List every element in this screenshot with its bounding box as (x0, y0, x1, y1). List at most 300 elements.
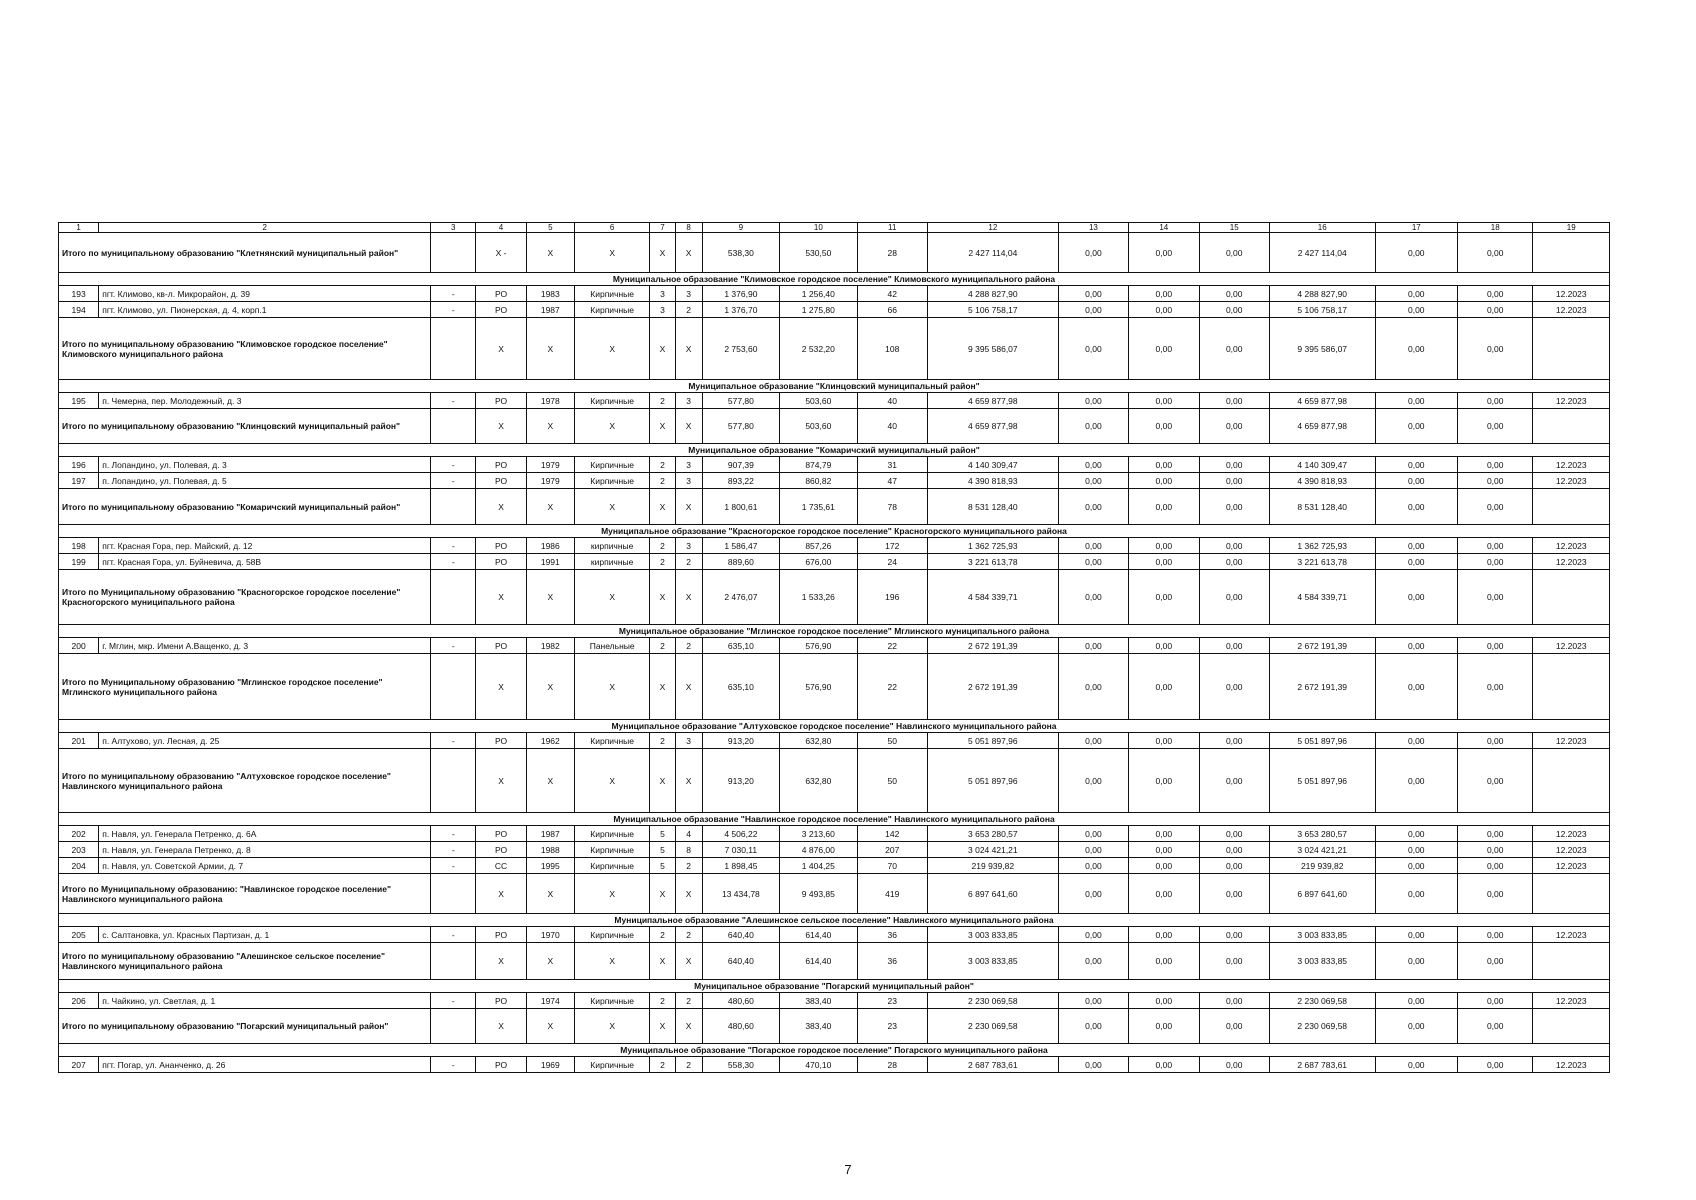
table-cell: 3 653 280,57 (1269, 826, 1375, 842)
column-number-cell: 1 (59, 223, 99, 233)
table-cell: 200 (59, 638, 99, 654)
table-cell (431, 489, 476, 525)
table-cell: 0,00 (1058, 638, 1128, 654)
table-cell: 470,10 (780, 1057, 857, 1073)
table-cell: X (675, 318, 702, 380)
subtotal-label: Итого по муниципальному образованию "Алешинское сельское поселение" Навлинского муниципального района (59, 943, 431, 980)
address-cell: пгт. Климово, ул. Пионерская, д. 4, корп.1 (99, 302, 431, 318)
table-cell: 2 672 191,39 (1269, 654, 1375, 720)
table-row (59, 858, 1610, 874)
table-cell: 0,00 (1458, 570, 1533, 625)
address-cell: пгт. Погар, ул. Ананченко, д. 26 (99, 1057, 431, 1073)
table-cell: X (650, 749, 675, 813)
section-heading-row (59, 273, 1610, 286)
table-cell: 913,20 (702, 733, 779, 749)
table-cell: X (476, 409, 526, 444)
subtotal-label: Итого по муниципальному образованию "Погарский муниципальный район" (59, 1009, 431, 1044)
column-number-cell: 4 (476, 223, 526, 233)
table-cell: 1 362 725,93 (927, 538, 1058, 554)
table-cell (1533, 409, 1610, 444)
table-cell (431, 233, 476, 273)
table-cell: 0,00 (1375, 638, 1457, 654)
table-cell: 2 (650, 733, 675, 749)
table-cell: 2 (650, 993, 675, 1009)
table-cell: Кирпичные (574, 286, 649, 302)
subtotal-label: Итого по муниципальному образованию "Клинцовский муниципальный район" (59, 409, 431, 444)
table-cell: 0,00 (1129, 489, 1199, 525)
table-cell: 9 493,85 (780, 874, 857, 914)
table-cell: 0,00 (1375, 1057, 1457, 1073)
table-cell: 12.2023 (1533, 1057, 1610, 1073)
table-cell: 0,00 (1375, 874, 1457, 914)
table-cell: 0,00 (1458, 943, 1533, 980)
table-cell: 12.2023 (1533, 826, 1610, 842)
table-cell (1533, 943, 1610, 980)
table-cell: 0,00 (1058, 233, 1128, 273)
subtotal-label: Итого по муниципальному образованию "Комаричский муниципальный район" (59, 489, 431, 525)
section-heading: Муниципальное образование "Комаричский муниципальный район" (59, 444, 1610, 457)
table-cell: 0,00 (1058, 473, 1128, 489)
table-cell: 480,60 (702, 993, 779, 1009)
table-cell: 2 (650, 538, 675, 554)
table-cell: 2 427 114,04 (927, 233, 1058, 273)
table-cell: 5 051 897,96 (927, 749, 1058, 813)
table-row (59, 733, 1610, 749)
table-cell: 2 672 191,39 (927, 654, 1058, 720)
table-cell: 0,00 (1058, 733, 1128, 749)
section-heading: Муниципальное образование "Климовское городское поселение" Климовского муниципального района (59, 273, 1610, 286)
table-cell: 23 (857, 993, 927, 1009)
table-row (59, 286, 1610, 302)
section-heading-row (59, 444, 1610, 457)
table-cell: 3 (675, 473, 702, 489)
table-cell: X (650, 943, 675, 980)
table-cell: 1 376,70 (702, 302, 779, 318)
table-cell: 913,20 (702, 749, 779, 813)
table-cell: 142 (857, 826, 927, 842)
table-cell: 0,00 (1058, 318, 1128, 380)
table-cell: 0,00 (1129, 858, 1199, 874)
table-cell: 1 800,61 (702, 489, 779, 525)
table-cell: 2 (675, 927, 702, 943)
table-cell: Кирпичные (574, 858, 649, 874)
table-cell: 12.2023 (1533, 286, 1610, 302)
table-cell (431, 409, 476, 444)
table-cell: РО (476, 473, 526, 489)
column-number-cell: 18 (1458, 223, 1533, 233)
table-cell: 0,00 (1375, 538, 1457, 554)
table-cell: 12.2023 (1533, 858, 1610, 874)
table-cell: 0,00 (1458, 489, 1533, 525)
table-cell: X (574, 233, 649, 273)
table-row (59, 993, 1610, 1009)
subtotal-label: Итого по муниципальному образованию "Климовское городское поселение" Климовского муниципального района (59, 318, 431, 380)
table-cell: 0,00 (1375, 318, 1457, 380)
table-cell: 874,79 (780, 457, 857, 473)
table-cell: X (675, 654, 702, 720)
table-cell: X (675, 570, 702, 625)
table-cell: 28 (857, 1057, 927, 1073)
table-cell: 0,00 (1058, 489, 1128, 525)
table-cell: 4 390 818,93 (927, 473, 1058, 489)
table-cell: 0,00 (1129, 654, 1199, 720)
table-cell: 199 (59, 554, 99, 570)
table-cell: 1974 (526, 993, 574, 1009)
table-cell: 577,80 (702, 393, 779, 409)
section-heading: Муниципальное образование "Алтуховское городское поселение" Навлинского муниципального района (59, 720, 1610, 733)
table-cell: X (574, 874, 649, 914)
table-cell: 0,00 (1129, 733, 1199, 749)
table-cell: РО (476, 538, 526, 554)
table-cell: 12.2023 (1533, 993, 1610, 1009)
table-cell: 0,00 (1458, 233, 1533, 273)
table-cell: X (526, 233, 574, 273)
table-cell: 2 (650, 457, 675, 473)
table-row (59, 842, 1610, 858)
table-cell: 12.2023 (1533, 538, 1610, 554)
table-cell: 4 659 877,98 (1269, 393, 1375, 409)
table-cell: 640,40 (702, 927, 779, 943)
table-cell: 0,00 (1129, 943, 1199, 980)
column-number-cell: 3 (431, 223, 476, 233)
table-cell: 0,00 (1129, 409, 1199, 444)
table-cell: 207 (857, 842, 927, 858)
table-cell (431, 749, 476, 813)
subtotal-row (59, 749, 1610, 813)
table-cell: 503,60 (780, 409, 857, 444)
section-heading-row (59, 720, 1610, 733)
table-cell: 0,00 (1058, 858, 1128, 874)
table-cell: X (526, 654, 574, 720)
table-cell: 0,00 (1375, 457, 1457, 473)
table-cell: РО (476, 286, 526, 302)
table-cell: X (526, 874, 574, 914)
table-cell: 36 (857, 927, 927, 943)
table-cell: 204 (59, 858, 99, 874)
table-cell: X (476, 943, 526, 980)
table-cell: 0,00 (1129, 993, 1199, 1009)
table-cell: - (431, 826, 476, 842)
table-cell: 0,00 (1199, 393, 1269, 409)
table-cell: X (574, 654, 649, 720)
table-cell: 3 024 421,21 (1269, 842, 1375, 858)
table-cell: 0,00 (1058, 826, 1128, 842)
table-row (59, 473, 1610, 489)
table-cell: X (526, 1009, 574, 1044)
table-cell: 4 584 339,71 (927, 570, 1058, 625)
table-cell: 12.2023 (1533, 842, 1610, 858)
table-cell: 0,00 (1058, 409, 1128, 444)
table-cell: 0,00 (1458, 638, 1533, 654)
table-cell: 5 051 897,96 (1269, 749, 1375, 813)
column-number-cell: 19 (1533, 223, 1610, 233)
table-cell: 206 (59, 993, 99, 1009)
table-cell: 0,00 (1458, 993, 1533, 1009)
table-cell: 1979 (526, 457, 574, 473)
table-cell: X (675, 233, 702, 273)
column-number-cell: 14 (1129, 223, 1199, 233)
column-number-cell: 15 (1199, 223, 1269, 233)
table-cell: РО (476, 927, 526, 943)
table-cell: 0,00 (1458, 393, 1533, 409)
table-cell: 2 (650, 1057, 675, 1073)
table-cell: X (526, 318, 574, 380)
table-cell: X (574, 749, 649, 813)
table-cell: 1 898,45 (702, 858, 779, 874)
column-number-cell: 11 (857, 223, 927, 233)
table-cell: X (476, 874, 526, 914)
table-cell: 576,90 (780, 638, 857, 654)
table-cell: 1982 (526, 638, 574, 654)
table-cell: РО (476, 993, 526, 1009)
table-cell: 2 (650, 638, 675, 654)
table-cell: Кирпичные (574, 1057, 649, 1073)
table-cell: X (675, 409, 702, 444)
table-cell: 202 (59, 826, 99, 842)
table-cell: 3 (675, 286, 702, 302)
address-cell: пгт. Красная Гора, ул. Буйневича, д. 58В (99, 554, 431, 570)
table-cell: - (431, 1057, 476, 1073)
table-cell: 3 003 833,85 (927, 927, 1058, 943)
table-cell: X (650, 409, 675, 444)
subtotal-row (59, 943, 1610, 980)
section-heading-row (59, 380, 1610, 393)
table-cell: 1 275,80 (780, 302, 857, 318)
table-cell: 5 (650, 858, 675, 874)
table-cell: 0,00 (1458, 286, 1533, 302)
address-cell: п. Лопандино, ул. Полевая, д. 3 (99, 457, 431, 473)
table-cell: 172 (857, 538, 927, 554)
table-cell: 0,00 (1458, 302, 1533, 318)
address-cell: п. Чемерна, пер. Молодежный, д. 3 (99, 393, 431, 409)
table-cell: 13 434,78 (702, 874, 779, 914)
table-cell: 0,00 (1375, 554, 1457, 570)
table-cell: X (675, 749, 702, 813)
table-cell: 0,00 (1058, 927, 1128, 943)
table-cell: 577,80 (702, 409, 779, 444)
table-cell: 50 (857, 749, 927, 813)
table-cell: 2 230 069,58 (927, 1009, 1058, 1044)
table-cell: 0,00 (1058, 943, 1128, 980)
table-cell: - (431, 842, 476, 858)
table-cell: 0,00 (1375, 654, 1457, 720)
table-cell: 0,00 (1458, 457, 1533, 473)
table-cell: 0,00 (1058, 993, 1128, 1009)
table-cell: 1969 (526, 1057, 574, 1073)
table-cell: РО (476, 393, 526, 409)
table-cell: 219 939,82 (1269, 858, 1375, 874)
table-cell: 1991 (526, 554, 574, 570)
table-cell: - (431, 538, 476, 554)
table-cell: 2 (675, 302, 702, 318)
subtotal-label: Итого по Муниципальному образованию "Мглинское городское поселение" Мглинского муниципального района (59, 654, 431, 720)
table-cell: 12.2023 (1533, 638, 1610, 654)
table-cell: - (431, 473, 476, 489)
table-cell: 2 230 069,58 (1269, 993, 1375, 1009)
table-cell: Кирпичные (574, 457, 649, 473)
table-cell: - (431, 302, 476, 318)
table-cell: 0,00 (1375, 489, 1457, 525)
table-cell: 47 (857, 473, 927, 489)
section-heading-row (59, 980, 1610, 993)
subtotal-row (59, 318, 1610, 380)
table-cell: 0,00 (1458, 473, 1533, 489)
subtotal-row (59, 874, 1610, 914)
table-cell: X (650, 489, 675, 525)
table-cell: 0,00 (1129, 826, 1199, 842)
table-cell: 0,00 (1375, 749, 1457, 813)
table-cell: Кирпичные (574, 993, 649, 1009)
table-cell: 8 531 128,40 (1269, 489, 1375, 525)
table-cell: 3 (675, 733, 702, 749)
table-cell: X (574, 1009, 649, 1044)
table-cell (1533, 1009, 1610, 1044)
table-cell: 2 672 191,39 (1269, 638, 1375, 654)
table-cell: - (431, 554, 476, 570)
table-cell: 70 (857, 858, 927, 874)
table-cell: 108 (857, 318, 927, 380)
table-cell: 0,00 (1199, 538, 1269, 554)
subtotal-label: Итого по Муниципальному образованию "Красногорское городское поселение" Красногорского муниципального района (59, 570, 431, 625)
table-cell: 3 (650, 302, 675, 318)
table-cell: 8 (675, 842, 702, 858)
table-cell: 4 288 827,90 (927, 286, 1058, 302)
table-cell: 0,00 (1375, 943, 1457, 980)
table-cell: 8 531 128,40 (927, 489, 1058, 525)
table-cell: 0,00 (1058, 570, 1128, 625)
table-cell: 1987 (526, 302, 574, 318)
column-number-cell: 17 (1375, 223, 1457, 233)
table-cell: 4 390 818,93 (1269, 473, 1375, 489)
table-cell: 2 (650, 927, 675, 943)
table-cell: 5 051 897,96 (1269, 733, 1375, 749)
subtotal-row (59, 233, 1610, 273)
table-cell: 530,50 (780, 233, 857, 273)
table-cell: 614,40 (780, 927, 857, 943)
table-cell: X - (476, 233, 526, 273)
table-cell: 0,00 (1199, 473, 1269, 489)
table-cell: 0,00 (1375, 993, 1457, 1009)
table-cell: 635,10 (702, 654, 779, 720)
column-number-cell: 10 (780, 223, 857, 233)
column-number-header-row (59, 223, 1610, 233)
table-cell: 0,00 (1129, 842, 1199, 858)
table-cell: 0,00 (1058, 286, 1128, 302)
table-cell (431, 654, 476, 720)
table-cell: 0,00 (1458, 927, 1533, 943)
table-cell: 0,00 (1199, 654, 1269, 720)
table-cell: 3 (650, 286, 675, 302)
table-cell: 0,00 (1129, 1057, 1199, 1073)
table-cell: 31 (857, 457, 927, 473)
table-cell: 0,00 (1129, 554, 1199, 570)
table-cell: 857,26 (780, 538, 857, 554)
address-cell: п. Лопандино, ул. Полевая, д. 5 (99, 473, 431, 489)
subtotal-label: Итого по Муниципальному образованию: "Навлинское городское поселение" Навлинского муниципального района (59, 874, 431, 914)
table-cell: 207 (59, 1057, 99, 1073)
column-number-cell: 7 (650, 223, 675, 233)
table-cell: X (650, 1009, 675, 1044)
table-cell: X (574, 318, 649, 380)
table-cell: 1983 (526, 286, 574, 302)
table-cell: 0,00 (1375, 570, 1457, 625)
table-cell: 1 362 725,93 (1269, 538, 1375, 554)
table-cell: 2 (650, 554, 675, 570)
table-cell: 22 (857, 654, 927, 720)
table-cell (431, 570, 476, 625)
table-cell: 0,00 (1058, 1009, 1128, 1044)
table-cell: 2 753,60 (702, 318, 779, 380)
table-cell: X (675, 874, 702, 914)
table-cell: 0,00 (1199, 409, 1269, 444)
address-cell: п. Навля, ул. Генерала Петренко, д. 6А (99, 826, 431, 842)
table-cell: 9 395 586,07 (1269, 318, 1375, 380)
table-cell: 12.2023 (1533, 457, 1610, 473)
table-cell: 1 256,40 (780, 286, 857, 302)
table-cell: 2 687 783,61 (1269, 1057, 1375, 1073)
table-cell: 0,00 (1058, 393, 1128, 409)
table-cell: 3 (675, 457, 702, 473)
table-cell: 0,00 (1199, 927, 1269, 943)
table-cell: 0,00 (1129, 638, 1199, 654)
table-cell: 0,00 (1129, 874, 1199, 914)
table-cell: 24 (857, 554, 927, 570)
subtotal-row (59, 1009, 1610, 1044)
table-row (59, 1057, 1610, 1073)
address-cell: п. Навля, ул. Генерала Петренко, д. 8 (99, 842, 431, 858)
table-cell: 219 939,82 (927, 858, 1058, 874)
table-cell: 2 (675, 1057, 702, 1073)
table-cell: X (675, 943, 702, 980)
table-cell: 2 (650, 393, 675, 409)
housing-register-table (58, 222, 1610, 1073)
table-cell: 0,00 (1058, 654, 1128, 720)
table-cell (1533, 489, 1610, 525)
table-cell: 2 672 191,39 (927, 638, 1058, 654)
table-cell: 1962 (526, 733, 574, 749)
table-cell: 2 230 069,58 (927, 993, 1058, 1009)
table-cell: 3 003 833,85 (1269, 943, 1375, 980)
table-cell: - (431, 457, 476, 473)
table-cell: Кирпичные (574, 842, 649, 858)
table-cell: 1986 (526, 538, 574, 554)
table-cell (1533, 749, 1610, 813)
table-cell: 6 897 641,60 (1269, 874, 1375, 914)
table-cell: 12.2023 (1533, 473, 1610, 489)
table-cell: 0,00 (1375, 927, 1457, 943)
table-cell: 0,00 (1199, 638, 1269, 654)
table-cell: 205 (59, 927, 99, 943)
table-cell: 2 427 114,04 (1269, 233, 1375, 273)
table-cell: 0,00 (1199, 993, 1269, 1009)
table-cell: 0,00 (1058, 554, 1128, 570)
table-cell: 503,60 (780, 393, 857, 409)
table-cell: 4 288 827,90 (1269, 286, 1375, 302)
page-number: 7 (844, 1162, 852, 1177)
table-cell: 5 (650, 826, 675, 842)
column-number-cell: 5 (526, 223, 574, 233)
table-cell: 3 (675, 393, 702, 409)
table-cell: 0,00 (1458, 749, 1533, 813)
subtotal-row (59, 570, 1610, 625)
table-cell (1533, 570, 1610, 625)
table-cell: 193 (59, 286, 99, 302)
table-cell: Кирпичные (574, 733, 649, 749)
table-cell: РО (476, 1057, 526, 1073)
table-cell: 0,00 (1058, 842, 1128, 858)
address-cell: с. Салтановка, ул. Красных Партизан, д. 1 (99, 927, 431, 943)
table-cell: 4 (675, 826, 702, 842)
